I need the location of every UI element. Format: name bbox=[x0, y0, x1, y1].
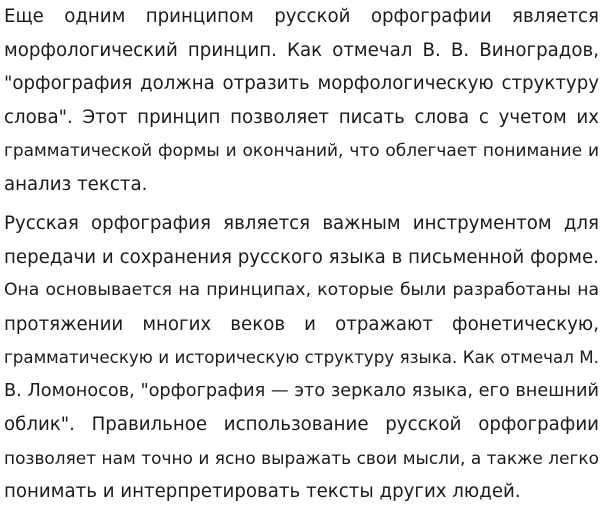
paragraph-line: передачи и сохранения русского языка в письменной форме. bbox=[4, 246, 599, 268]
paragraph-line: грамматическую и историческую структуру языка. Как отмечал М. bbox=[4, 347, 599, 367]
paragraph-line: слова". Этот принцип позволяет писать слова с учетом их bbox=[4, 106, 599, 128]
paragraph-line: "орфография должна отразить морфологическую структуру bbox=[4, 73, 599, 94]
paragraph-1 bbox=[4, 0, 599, 201]
paragraph-line: облик". Правильное использование русской орфографии bbox=[4, 414, 599, 435]
paragraph-line: позволяет нам точно и ясно выражать свои мысли, а также легко bbox=[4, 447, 599, 468]
paragraph-line: анализ текста. bbox=[4, 173, 148, 195]
paragraph-line: Русская орфография является важным инструментом для bbox=[4, 213, 599, 234]
paragraph-line: Еще одним принципом русской орфографии является bbox=[4, 6, 599, 27]
paragraph-line: грамматической формы и окончаний, что облегчает понимание и bbox=[4, 140, 599, 160]
paragraph-line: В. Ломоносов, "орфография — это зеркало языка, его внешний bbox=[4, 380, 599, 401]
document-body bbox=[4, 0, 599, 509]
paragraph-line: морфологический принцип. Как отмечал В. В. Виноградов, bbox=[4, 39, 599, 61]
paragraph-line: понимать и интерпретировать тексты других людей. bbox=[4, 481, 521, 502]
paragraph-line: Она основывается на принципах, которые были разработаны на bbox=[4, 280, 599, 300]
paragraph-line: протяжении многих веков и отражают фонетическую, bbox=[4, 313, 599, 335]
paragraph-2 bbox=[4, 207, 599, 509]
